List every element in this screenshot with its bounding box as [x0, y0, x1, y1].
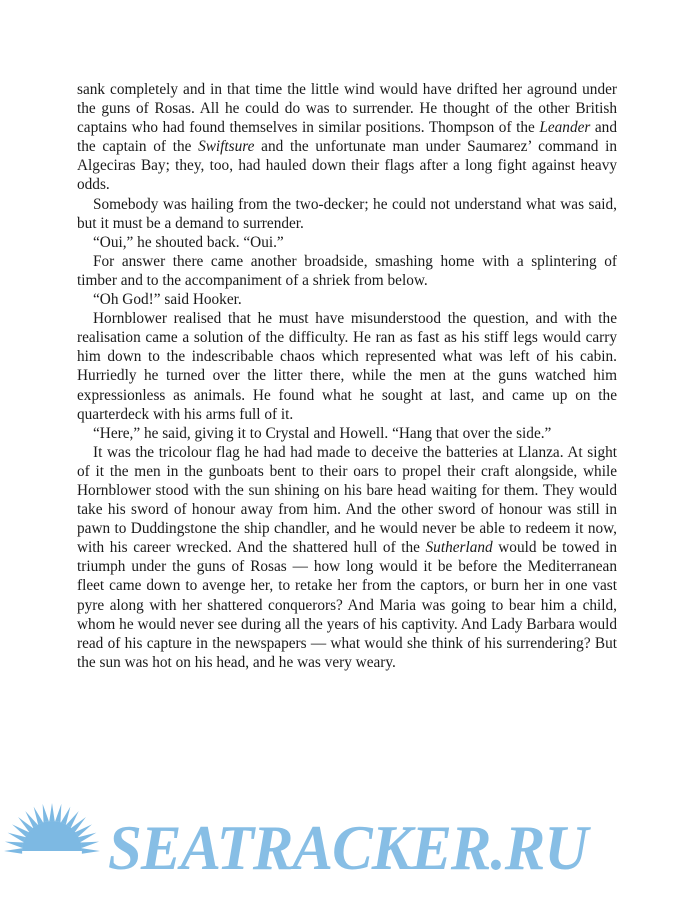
paragraph: [77, 233, 617, 252]
text-run: For answer there came another broadside, smashing home with a splintering of timber and to the accompaniment of a shriek from below.: [77, 252, 617, 289]
text-run: would be towed in triumph under the guns of Rosas — how long would it be before the Mediterranean fleet came down to avenge her, to retake her from the captors, or burn her in one vast pyre along with her shattered conquerors? And Maria was going to bear him a child, whom he would never see during all the years of his captivity. And Lady Barbara would read of his capture in the newspapers — what would she think of his surrendering? But the sun was hot on his head, and he was very weary.: [77, 539, 617, 671]
text-run: and the unfortunate man under Saumarez’ command in Algeciras Bay; they, too, had hauled down their flags after a long fight against heavy odds.: [77, 138, 617, 194]
text-run: and the captain of the: [77, 119, 617, 156]
paragraph: [77, 195, 617, 233]
text-run: “Oui,” he shouted back. “Oui.”: [93, 233, 284, 251]
text-run: It was the tricolour flag he had had made to deceive the batteries at Llanza. At sight of it the men in the gunboats bent to their oars to propel their craft alongside, while Hornblower stood with the sun shining on his bare head waiting for them. They would take his sword of honour away from him. And the other sword of honour was still in pawn to Duddingstone the ship chandler, and he would never be able to redeem it now, with his career wrecked. And the shattered hull of the: [77, 443, 617, 557]
paragraph: [77, 80, 617, 195]
paragraph: [77, 252, 617, 290]
paragraph: [77, 443, 617, 672]
italic-ship-name: Swiftsure: [198, 138, 255, 156]
text-run: sank completely and in that time the little wind would have drifted her aground under the guns of Rosas. All he could do was to surrender. He thought of the other British captains who had found themselves in similar positions. Thompson of the: [77, 81, 617, 137]
italic-ship-name: Sutherland: [425, 539, 493, 557]
text-run: Hornblower realised that he must have misunderstood the question, and with the realisation came a solution of the difficulty. He ran as fast as his stiff legs would carry him down to the indescribable chaos which represented what was left of his cabin. Hurriedly he turned over the litter there, while the men at the guns watched him expressionless as animals. He found what he sought at last, and came up on the quarterdeck with his arms full of it.: [77, 310, 617, 423]
sunburst-icon: [2, 801, 102, 901]
paragraph: [77, 290, 617, 309]
watermark-text: SEATRACKER.RU: [108, 812, 588, 883]
text-run: “Oh God!” said Hooker.: [93, 291, 242, 309]
book-page-text: [77, 80, 617, 672]
paragraph: [77, 309, 617, 424]
watermark-logo: [0, 795, 693, 905]
paragraph: [77, 424, 617, 443]
text-run: Somebody was hailing from the two-decker; he could not understand what was said, but it must be a demand to surrender.: [77, 195, 617, 232]
text-run: “Here,” he said, giving it to Crystal and Howell. “Hang that over the side.”: [93, 424, 552, 442]
italic-ship-name: Leander: [539, 119, 591, 137]
